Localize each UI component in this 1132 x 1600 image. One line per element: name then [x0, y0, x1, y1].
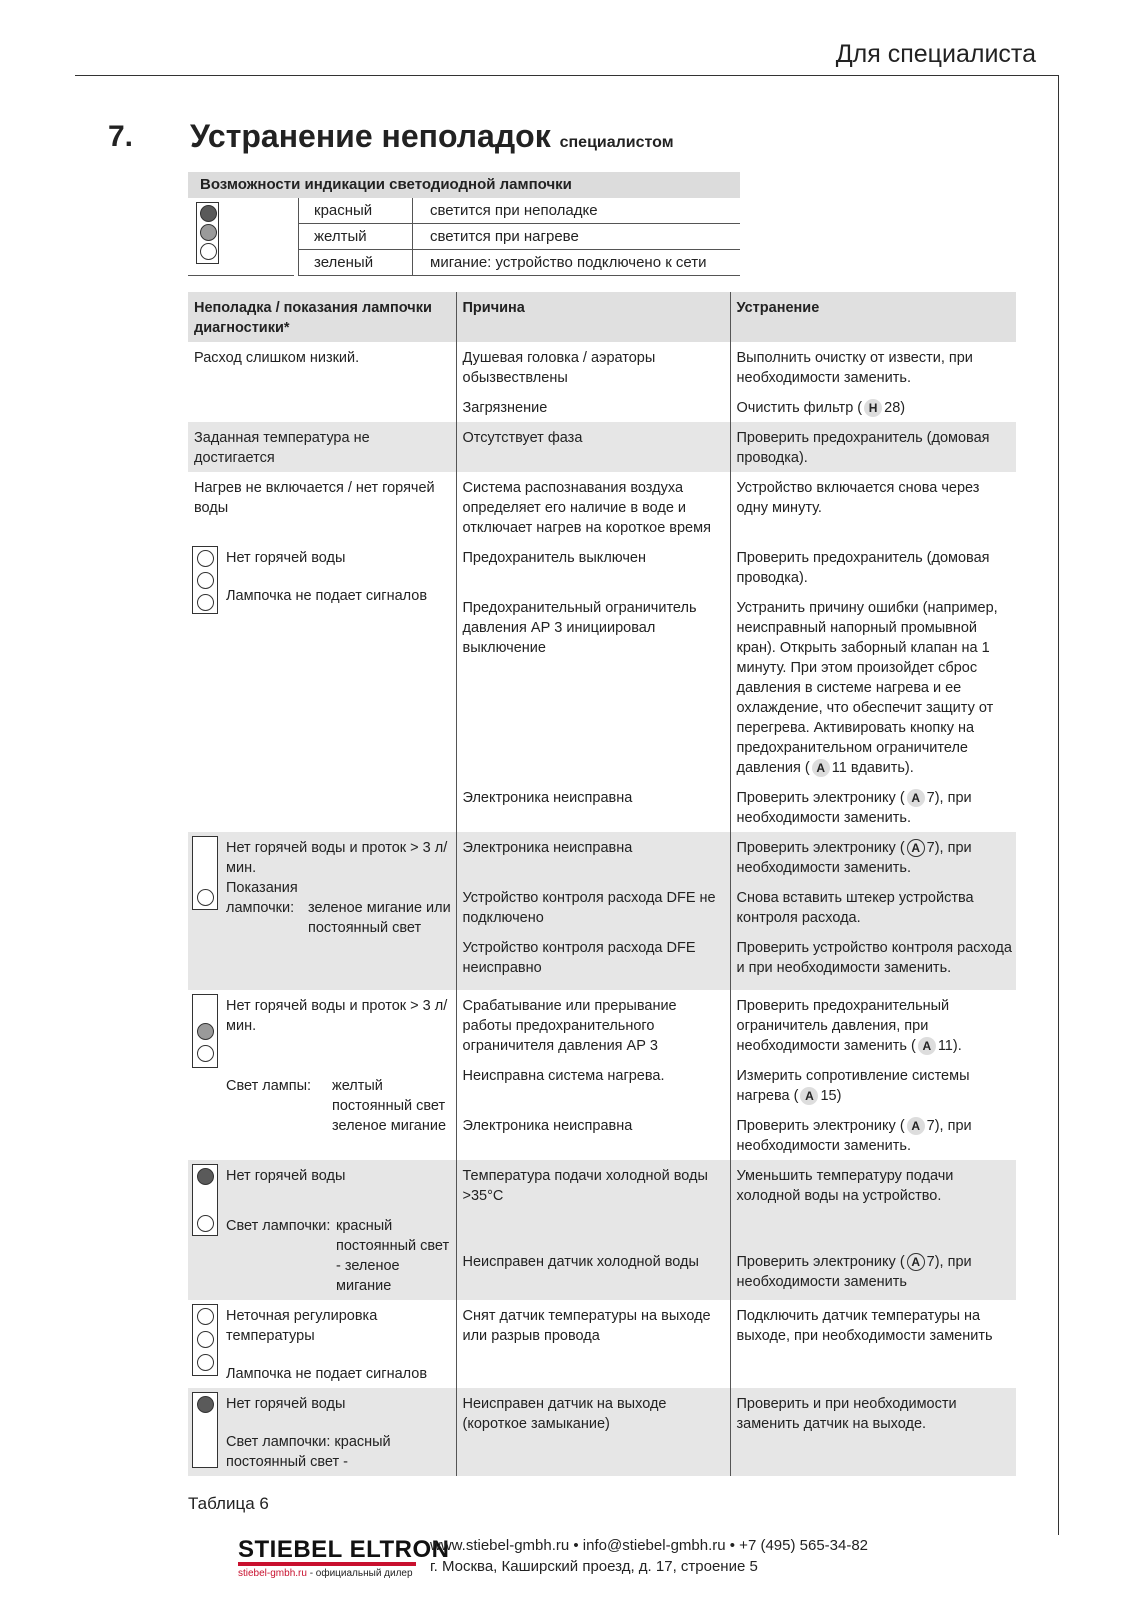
section-subtitle: специалистом	[559, 134, 674, 151]
spacer	[226, 1346, 452, 1364]
table-row	[188, 392, 1016, 422]
spacer	[226, 1414, 452, 1432]
cause-cell: Срабатывание или прерывание работы предохранительного ограничителя давления АР 3	[456, 990, 730, 1060]
table-row	[188, 542, 1016, 592]
fault-cell	[188, 990, 456, 1160]
fault-label: Свет лампочки:	[226, 1218, 331, 1234]
section-title	[190, 118, 674, 155]
remedy-cell: Снова вставить штекер устройства контроля расхода.	[730, 882, 1016, 932]
remedy-text: 7), при необходимости заменить	[736, 1254, 972, 1290]
led-color: желтый	[314, 228, 367, 245]
header-cause: Причина	[456, 292, 730, 342]
table-row	[188, 1300, 1016, 1388]
table-row	[188, 342, 1016, 392]
remedy-cell	[730, 1246, 1016, 1300]
brand-logo	[238, 1536, 449, 1579]
fault-cell	[188, 1388, 456, 1476]
led-green-dot	[197, 1215, 214, 1232]
fault-text: Нет горячей воды	[226, 1396, 346, 1412]
cause-cell: Неисправна система нагрева.	[456, 1060, 730, 1110]
remedy-text: 7), при необходимости заменить.	[736, 790, 972, 826]
brand-tag: - официальный дилер	[309, 1568, 413, 1579]
page-header-label: Для специалиста	[835, 40, 1036, 68]
led-lamp-icon	[192, 546, 218, 614]
remedy-cell	[730, 392, 1016, 422]
led-green-dot	[197, 889, 214, 906]
fault-text: Нет горячей воды	[226, 1168, 346, 1184]
led-red-dot	[197, 1168, 214, 1185]
fault-cell	[188, 832, 456, 990]
fault-cell	[188, 542, 456, 832]
ref-icon-a: A	[907, 789, 925, 807]
remedy-text: 28)	[884, 400, 906, 416]
remedy-text: 7), при необходимости заменить.	[736, 1118, 972, 1154]
remedy-cell: Подключить датчик температуры на выходе, при необходимости заменить	[730, 1300, 1016, 1388]
ref-icon-a: A	[800, 1087, 818, 1105]
remedy-cell: Уменьшить температуру подачи холодной воды на устройство.	[730, 1160, 1016, 1246]
led-yellow-dot	[197, 1023, 214, 1040]
remedy-cell	[730, 1110, 1016, 1160]
section-number: 7.	[108, 120, 134, 153]
fault-label: Показания лампочки:	[226, 880, 298, 916]
fault-text: Лампочка не подает сигналов	[226, 588, 428, 604]
cause-cell: Температура подачи холодной воды >35°C	[456, 1160, 730, 1246]
fault-cell	[188, 1160, 456, 1300]
led-lamp-icon	[192, 1392, 218, 1468]
fault-text: Свет лампочки: красный постоянный свет -	[226, 1434, 391, 1470]
led-legend-heading: Возможности индикации светодиодной лампочки	[188, 172, 740, 198]
fault-table	[188, 292, 1016, 1476]
table-row	[188, 422, 1016, 472]
led-row-yellow	[188, 224, 740, 250]
fault-text: Нет горячей воды	[226, 550, 346, 566]
table-header-row	[188, 292, 1016, 342]
led-row-red	[188, 198, 740, 224]
fault-value: желтый постоянный свет зеленое мигание	[332, 1078, 447, 1134]
ref-icon-a: A	[907, 1117, 925, 1135]
right-margin-rule	[1058, 75, 1059, 1535]
fault-text: Неточная регулировка температуры	[226, 1308, 378, 1344]
remedy-cell: Проверить предохранитель (домовая проводка).	[730, 422, 1016, 472]
contact-line[interactable]: www.stiebel-gmbh.ru • info@stiebel-gmbh.ru • +7 (495) 565-34-82	[430, 1537, 869, 1554]
led-lamp-icon	[192, 1304, 218, 1376]
remedy-text: Измерить сопротивление системы нагрева (	[736, 1068, 970, 1104]
remedy-text: 11).	[937, 1038, 962, 1054]
led-legend	[188, 172, 740, 276]
led-off-dot	[197, 1308, 214, 1325]
spacer	[226, 1036, 452, 1076]
cause-cell: Предохранительный ограничитель давления АР 3 инициировал выключение	[456, 592, 730, 782]
cause-cell: Душевая головка / аэраторы обызвествлены	[456, 342, 730, 392]
remedy-text: Проверить электронику (	[736, 790, 905, 806]
divider	[298, 198, 299, 276]
remedy-text: Проверить электронику (	[736, 1254, 905, 1270]
ref-icon-a: A	[812, 759, 830, 777]
led-meaning: мигание: устройство подключено к сети	[430, 254, 707, 271]
fault-cell	[188, 1300, 456, 1388]
cause-cell: Система распознавания воздуха определяет его наличие в воде и отключает нагрев на короткое время	[456, 472, 730, 542]
remedy-cell	[730, 1060, 1016, 1110]
remedy-cell	[730, 592, 1016, 782]
fault-text: Лампочка не подает сигналов	[226, 1366, 428, 1382]
led-lamp-icon	[192, 836, 218, 910]
table-row	[188, 1388, 1016, 1476]
divider	[188, 275, 294, 276]
led-off-dot	[197, 1354, 214, 1371]
ref-icon-h: H	[864, 399, 882, 417]
remedy-text: Проверить электронику (	[736, 1118, 905, 1134]
cause-cell: Устройство контроля расхода DFE неисправно	[456, 932, 730, 990]
cause-cell: Неисправен датчик холодной воды	[456, 1246, 730, 1300]
remedy-text: Проверить электронику (	[736, 840, 905, 856]
table-row	[188, 832, 1016, 882]
remedy-text: 11 вдавить).	[831, 760, 914, 776]
ref-icon-a: A	[918, 1037, 936, 1055]
cause-cell: Электроника неисправна	[456, 832, 730, 882]
led-off-dot	[197, 572, 214, 589]
led-off-dot	[197, 550, 214, 567]
led-off-dot	[197, 1331, 214, 1348]
led-meaning: светится при неполадке	[430, 202, 598, 219]
brand-tagline	[238, 1568, 449, 1579]
table-row	[188, 990, 1016, 1060]
led-off-dot	[197, 594, 214, 611]
fault-cell: Расход слишком низкий.	[194, 350, 360, 366]
led-lamp-icon	[192, 1164, 218, 1236]
fault-cell: Заданная температура не достигается	[188, 422, 456, 472]
divider	[412, 198, 413, 276]
cause-cell: Снят датчик температуры на выходе или разрыв провода	[456, 1300, 730, 1388]
cause-cell: Загрязнение	[456, 392, 730, 422]
table-row	[188, 1160, 1016, 1246]
ref-icon-a: A	[907, 839, 925, 857]
cause-cell: Электроника неисправна	[456, 1110, 730, 1160]
contact-info	[430, 1535, 868, 1577]
led-lamp-icon	[192, 994, 218, 1068]
led-meaning: светится при нагреве	[430, 228, 579, 245]
cause-cell: Отсутствует фаза	[456, 422, 730, 472]
ref-icon-a: A	[907, 1253, 925, 1271]
led-color: красный	[314, 202, 373, 219]
cause-cell: Предохранитель выключен	[456, 542, 730, 592]
remedy-cell: Выполнить очистку от извести, при необходимости заменить.	[730, 342, 1016, 392]
led-row-green	[188, 250, 740, 276]
remedy-text: 7), при необходимости заменить.	[736, 840, 972, 876]
header-fault: Неполадка / показания лампочки диагностики*	[188, 292, 456, 342]
fault-value: красный постоянный свет - зеленое мигание	[336, 1218, 450, 1294]
remedy-text: 15)	[820, 1088, 842, 1104]
address-line: г. Москва, Каширский проезд, д. 17, строение 5	[430, 1558, 758, 1575]
remedy-text: Проверить предохранительный ограничитель давления, при необходимости заменить (	[736, 998, 950, 1054]
table-row	[188, 472, 1016, 542]
remedy-cell: Проверить устройство контроля расхода и при необходимости заменить.	[730, 932, 1016, 990]
spacer	[226, 1186, 452, 1216]
brand-site: stiebel-gmbh.ru	[238, 1568, 307, 1579]
spacer	[226, 568, 452, 586]
table-caption: Таблица 6	[188, 1494, 269, 1513]
led-color: зеленый	[314, 254, 374, 271]
divider	[298, 275, 740, 276]
remedy-text: Устранить причину ошибки (например, неисправный напорный промывной кран). Открыть заборный клапан на 1 минуту. При этом произойдет сброс давления в системе нагрева и ее охлаждение, что обеспечит защиту от перегрева. Активировать кнопку на предохранительном ограничителе давления (	[736, 600, 998, 776]
remedy-cell	[730, 990, 1016, 1060]
cause-cell: Неисправен датчик на выходе (короткое замыкание)	[456, 1388, 730, 1476]
fault-text: Нет горячей воды и проток > 3 л/мин.	[226, 998, 448, 1034]
cause-cell: Устройство контроля расхода DFE не подключено	[456, 882, 730, 932]
header-rule	[75, 75, 1058, 76]
cause-cell: Электроника неисправна	[456, 782, 730, 832]
remedy-cell	[730, 782, 1016, 832]
fault-cell	[188, 392, 456, 422]
fault-cell: Нагрев не включается / нет горячей воды	[194, 480, 435, 516]
led-green-dot	[197, 1045, 214, 1062]
brand-name: STIEBEL ELTRON	[238, 1536, 450, 1563]
fault-label: Свет лампы:	[226, 1078, 312, 1094]
remedy-cell: Проверить и при необходимости заменить датчик на выходе.	[730, 1388, 1016, 1476]
remedy-text: Очистить фильтр (	[736, 400, 863, 416]
remedy-cell	[730, 832, 1016, 882]
fault-text: Нет горячей воды и проток > 3 л/мин.	[226, 840, 448, 876]
header-remedy: Устранение	[730, 292, 1016, 342]
section-title-main: Устранение неполадок	[190, 118, 551, 154]
led-red-dot	[197, 1396, 214, 1413]
remedy-cell: Устройство включается снова через одну минуту.	[730, 472, 1016, 542]
remedy-cell: Проверить предохранитель (домовая проводка).	[730, 542, 1016, 592]
fault-value: зеленое мигание или постоянный свет	[308, 900, 451, 936]
